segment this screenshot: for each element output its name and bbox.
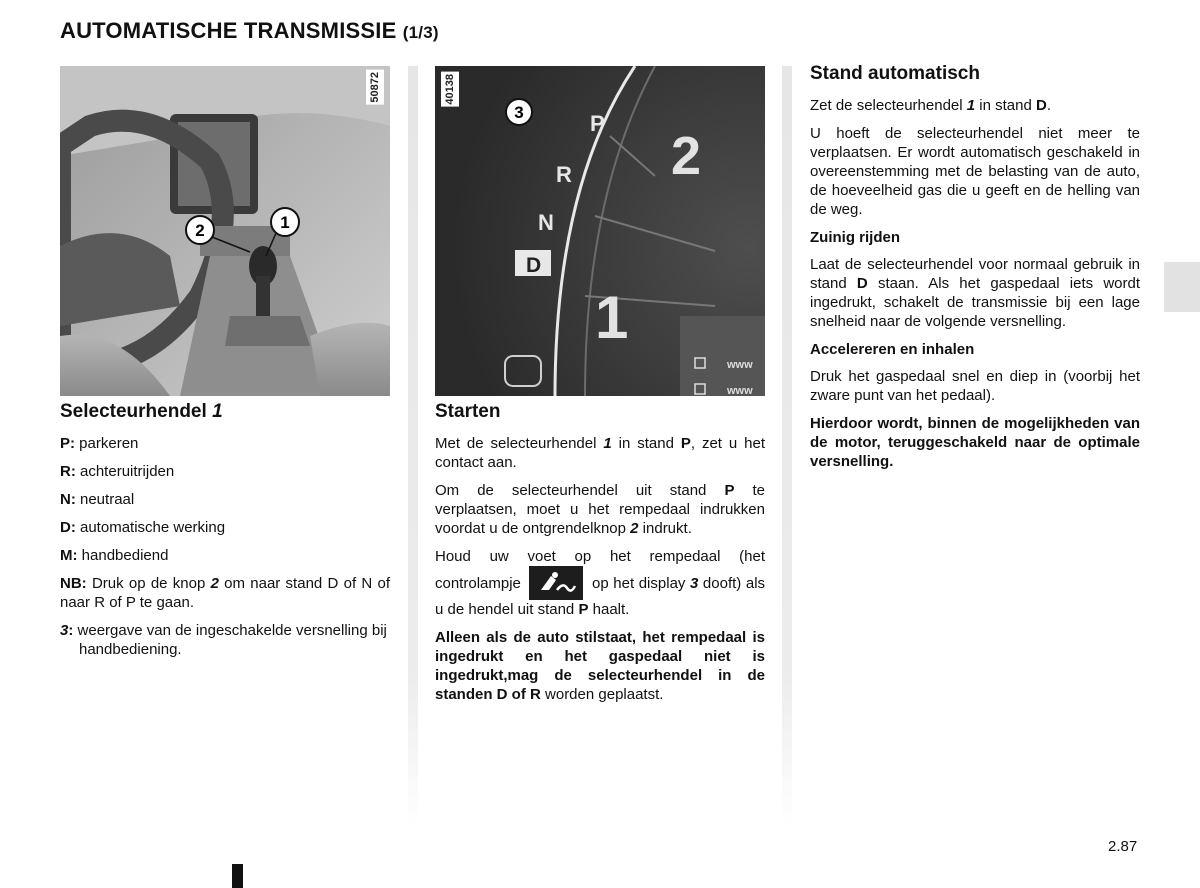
gear-selector-illustration: [60, 66, 390, 396]
automatic-paragraph-2: U hoeft de selecteurhendel niet meer te verplaatsen. Er wordt automatisch geschakeld in overeenstemming met de belasting van de auto, de hoeveelheid gas die u geeft en de helling van de weg.: [810, 125, 1140, 218]
starting-paragraph-3: [435, 547, 765, 619]
gear-r: R: [556, 162, 572, 187]
page-number: 2.87: [1108, 838, 1138, 855]
note-3-text: weergave van de ingeschakelde versnelling bij handbediening.: [77, 622, 387, 658]
nb-key: NB:: [60, 575, 87, 592]
text: .: [1046, 97, 1052, 114]
ref-num: 1: [603, 435, 612, 452]
text: Zet de selecteurhendel: [810, 97, 963, 114]
gear-d: D: [526, 254, 542, 277]
list-key: P:: [60, 435, 75, 452]
chapter-tab: [1164, 262, 1200, 312]
text: dooft) als u de hendel uit stand: [435, 575, 766, 618]
list-text: neutraal: [80, 491, 135, 508]
ref-num: 2: [630, 520, 639, 537]
nb-text-before: Druk op de knop: [91, 575, 206, 592]
column-divider-right: [782, 66, 792, 826]
list-item-r: [60, 462, 390, 481]
page-title: [60, 18, 439, 44]
note-3-colon: :: [68, 622, 74, 639]
list-text: handbediend: [81, 547, 169, 564]
speed-number-1: 1: [595, 284, 629, 351]
text: Houd uw voet op het rempedaal (het controlampje: [435, 548, 765, 592]
page-title-text: AUTOMATISCHE TRANSMISSIE: [60, 18, 397, 43]
heading-automatic-mode: Stand automatisch: [810, 63, 980, 84]
gear-n: N: [538, 210, 554, 235]
crop-mark: [232, 864, 243, 888]
list-item-m: [60, 546, 390, 565]
figure-code-left: 50872: [366, 70, 384, 105]
automatic-paragraph-1: [810, 96, 1140, 115]
kickdown-paragraph: Hierdoor wordt, binnen de mogelijkheden van de motor, teruggeschakeld naar de optimale versnelling.: [810, 415, 1140, 470]
list-text: achteruitrijden: [80, 463, 175, 480]
subheading-economy: Zuinig rijden: [810, 229, 900, 246]
callout-1: 1: [280, 213, 290, 232]
gear-ref: D: [856, 275, 868, 292]
text: indrukt.: [642, 520, 692, 537]
list-text: parkeren: [79, 435, 139, 452]
starting-paragraph-4: [435, 628, 765, 704]
gear-p: P: [590, 111, 605, 136]
gear-ref: P: [724, 482, 735, 499]
speed-number-2: 2: [671, 126, 702, 186]
gear-ref: P: [578, 601, 589, 618]
nb-num: 2: [210, 575, 219, 592]
instrument-display-figure: [435, 66, 765, 396]
column-divider-left: [408, 66, 418, 826]
screen-text-2: www: [727, 385, 753, 396]
text: op het display: [592, 575, 686, 592]
list-item-p: [60, 434, 390, 453]
callout-2: 2: [195, 221, 205, 240]
ref-num: 1: [966, 97, 976, 114]
heading-selector-lever: [60, 400, 390, 424]
nb-text-after: om naar stand D of N of naar R of P te gaan.: [60, 575, 390, 611]
list-item-n: [60, 490, 390, 509]
bold-text: Alleen als de auto stilstaat, het rempedaal is ingedrukt en het gaspedaal niet is ingedrukt,mag de selecteurhendel in de standen D of R: [435, 629, 765, 703]
column-selector-lever: [60, 400, 390, 668]
list-text: automatische werking: [80, 519, 226, 536]
note-3: [60, 621, 390, 659]
heading-selector-lever-num: 1: [212, 401, 223, 422]
screen-text-1: www: [727, 359, 753, 371]
list-key: N:: [60, 491, 76, 508]
heading-selector-lever-text: Selecteurhendel: [60, 401, 207, 422]
gear-ref: P: [680, 435, 691, 452]
list-key: D:: [60, 519, 76, 536]
foot-on-brake-warning-icon: [529, 566, 583, 600]
text: Met de selecteurhendel: [435, 435, 597, 452]
list-key: M:: [60, 547, 78, 564]
gear-ref: D: [1036, 97, 1047, 114]
text: staan. Als het gaspedaal iets wordt ingedrukt, schakelt de transmissie bij een lage snelheid naar de volgende versnelling.: [810, 275, 1141, 330]
column-starting: [435, 400, 765, 713]
ref-num: 3: [690, 575, 699, 592]
heading-starting: Starten: [435, 401, 501, 422]
starting-paragraph-2: [435, 481, 765, 538]
starting-paragraph-1: [435, 434, 765, 472]
text: haalt.: [592, 601, 630, 618]
figure-code-middle: 40138: [441, 72, 459, 107]
callout-3: 3: [514, 103, 524, 122]
text: in stand: [618, 435, 674, 452]
instrument-display-illustration: [435, 66, 765, 396]
accelerate-paragraph: Druk het gaspedaal snel en diep in (voorbij het zware punt van het pedaal).: [810, 368, 1140, 404]
column-automatic-mode: [810, 62, 1140, 480]
nb-note: [60, 574, 390, 612]
text: in stand: [979, 97, 1032, 114]
list-key: R:: [60, 463, 76, 480]
text: Laat de selecteurhendel voor normaal gebruik in stand: [810, 256, 1140, 292]
page-title-part: (1/3): [402, 23, 439, 42]
text: , zet u het contact aan.: [435, 435, 765, 471]
note-3-key: 3: [60, 622, 69, 639]
text: te verplaatsen, moet u het rempedaal indrukken voordat u de ontgrendelknop: [435, 482, 765, 537]
text: Om de selecteurhendel uit stand: [435, 482, 707, 499]
list-item-d: [60, 518, 390, 537]
subheading-accelerate: Accelereren en inhalen: [810, 341, 975, 358]
economy-paragraph: [810, 255, 1140, 331]
text: worden geplaatst.: [545, 686, 664, 703]
gear-selector-figure: [60, 66, 390, 396]
